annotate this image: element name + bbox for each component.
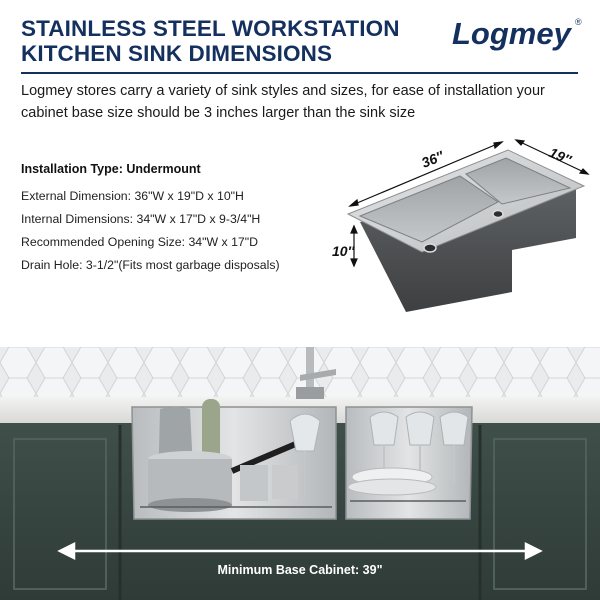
installation-type: Installation Type: Undermount	[21, 162, 201, 176]
spec-internal-dimensions: Internal Dimensions: 34"W x 17"D x 9-3/4"H	[21, 212, 261, 226]
title-line-2: KITCHEN SINK DIMENSIONS	[21, 41, 333, 66]
registered-mark: ®	[575, 17, 582, 27]
depth-label: 19″	[546, 144, 574, 168]
header-divider	[21, 72, 578, 74]
height-label: 10″	[332, 243, 355, 259]
width-label: 36″	[419, 147, 446, 171]
description-text: Logmey stores carry a variety of sink styles and sizes, for ease of installation your cabinet base size should be 3 inches larger than the sink size	[21, 83, 545, 121]
minimum-base-cabinet-label: Minimum Base Cabinet: 39"	[217, 563, 383, 577]
left-drain-icon	[424, 244, 436, 252]
spec-external-dimension: External Dimension: 36"W x 19"D x 10"H	[21, 189, 244, 203]
sink-dimension-diagram	[330, 130, 600, 330]
page-title	[21, 16, 400, 66]
right-drain-icon	[493, 211, 503, 218]
spec-drain-hole: Drain Hole: 3-1/2"(Fits most garbage disposals)	[21, 258, 280, 272]
spec-opening-size: Recommended Opening Size: 34"W x 17"D	[21, 235, 259, 249]
brand-logo: Logmey	[452, 16, 571, 51]
title-line-1: STAINLESS STEEL WORKSTATION	[21, 16, 400, 41]
